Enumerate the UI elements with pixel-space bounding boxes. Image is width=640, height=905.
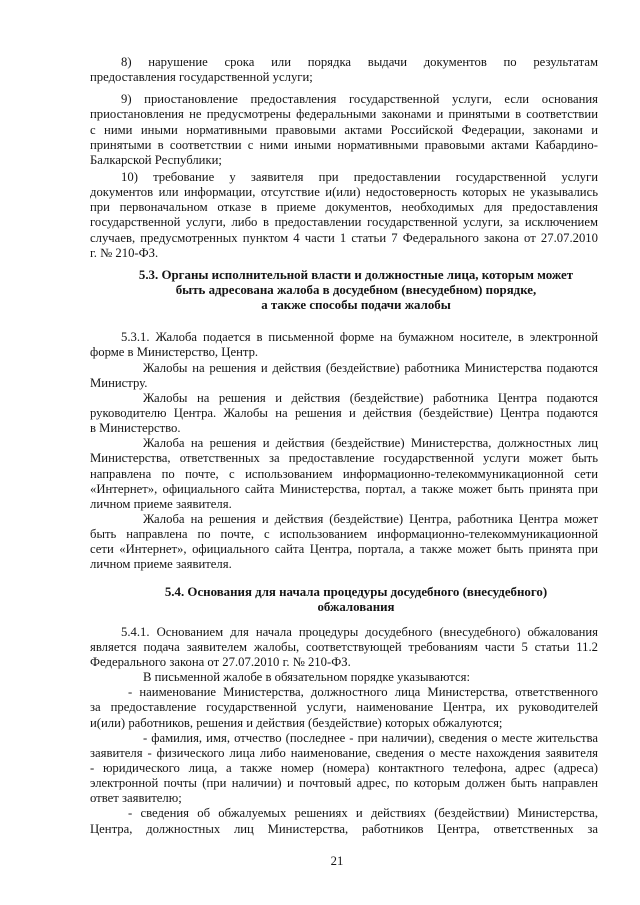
list-item-9 bbox=[90, 92, 598, 168]
text-line: форме в Министерство, Центр. bbox=[90, 345, 259, 360]
text-line: Министерства, ответственных за предоставление государственной услуги может быть bbox=[90, 451, 598, 466]
text-line: направлена по почте, с использованием информационно-телекоммуникационной сети bbox=[90, 466, 598, 481]
document-body bbox=[90, 55, 598, 837]
text-line: при первоначальном отказе в приеме документов, необходимых для предоставления bbox=[90, 200, 598, 215]
heading-line: 5.3. Органы исполнительной власти и должностные лица, которым может bbox=[138, 267, 574, 282]
text-line: быть направлена по почте, с использованием информационно-телекоммуникационной bbox=[90, 527, 598, 542]
paragraph bbox=[90, 731, 598, 807]
text-line: принятыми в соответствии с ними иными нормативными правовыми актами Кабардино- bbox=[90, 137, 598, 152]
text-line: 5.4.1. Основанием для начала процедуры досудебного (внесудебного) обжалования bbox=[121, 624, 598, 639]
paragraph bbox=[90, 512, 598, 573]
text-line: В письменной жалобе в обязательном порядке указываются: bbox=[143, 670, 470, 685]
text-line: Жалоба на решения и действия (бездействие) Центра, работника Центра может bbox=[143, 511, 598, 526]
text-line: в Министерство. bbox=[90, 421, 181, 436]
text-line: 10) требование у заявителя при предоставлении государственной услуги bbox=[121, 169, 598, 184]
text-line: является подача заявителем жалобы, соответствующей требованиям части 5 статьи 11.2 bbox=[90, 639, 598, 654]
list-item-8 bbox=[90, 55, 598, 85]
text-line: заявителя - физического лица либо наименование, сведения о месте нахождения заявителя bbox=[90, 745, 598, 760]
text-line: случаев, предусмотренных пунктом 4 части 1 статьи 7 Федерального закона от 27.07.2010 bbox=[90, 230, 598, 245]
paragraph bbox=[90, 685, 598, 730]
paragraph bbox=[90, 436, 598, 512]
text-line: личном приеме заявителя. bbox=[90, 557, 232, 572]
paragraph bbox=[90, 806, 598, 836]
paragraph bbox=[90, 625, 598, 670]
text-line: 8) нарушение срока или порядка выдачи документов по результатам bbox=[121, 55, 598, 69]
heading-line: 5.4. Основания для начала процедуры досудебного (внесудебного) bbox=[164, 584, 548, 599]
paragraph bbox=[90, 670, 598, 685]
text-line: - наименование Министерства, должностного лица Министерства, ответственного bbox=[128, 685, 598, 700]
text-line: Центра, должностных лиц Министерства, работников Центра, ответственных за bbox=[90, 821, 598, 836]
text-line: сети «Интернет», официального сайта Центра, портала, а также может быть принята при bbox=[90, 542, 598, 557]
heading-line: а также способы подачи жалобы bbox=[261, 298, 451, 313]
text-line: электронной почты (при наличии) и почтовый адрес, по которым должен быть направлен bbox=[90, 776, 598, 791]
section-heading bbox=[90, 268, 598, 313]
heading-line: обжалования bbox=[317, 599, 395, 614]
text-line: - юридического лица, а также номер (номера) контактного телефона, адрес (адреса) bbox=[90, 761, 598, 776]
text-line: Жалоба на решения и действия (бездействие) Министерства, должностных лиц bbox=[143, 436, 598, 451]
text-line: государственной услуги, либо в предоставлении государственной услуги, за исключением bbox=[90, 215, 598, 230]
text-line: «Интернет», официального сайта Министерства, портал, а также может быть принята при bbox=[90, 481, 598, 496]
text-line: Министру. bbox=[90, 375, 148, 390]
text-line: г. № 210-ФЗ. bbox=[90, 245, 159, 260]
text-line: и(или) работников, решения и действия (бездействие) которых обжалуются; bbox=[90, 715, 503, 730]
text-line: личном приеме заявителя. bbox=[90, 496, 232, 511]
text-line: за предоставление государственной услуги, наименование Центра, их руководителей bbox=[90, 700, 598, 715]
text-line: 9) приостановление предоставления государственной услуги, если основания bbox=[121, 92, 598, 107]
text-line: Федерального закона от 27.07.2010 г. № 210-ФЗ. bbox=[90, 655, 351, 670]
paragraph bbox=[90, 330, 598, 360]
list-item-10 bbox=[90, 170, 598, 261]
text-line: документов или информации, отсутствие и(или) недостоверность которых не указывались bbox=[90, 185, 598, 200]
text-line: предоставления государственной услуги; bbox=[90, 70, 313, 85]
text-line: Балкарской Республики; bbox=[90, 152, 222, 167]
text-line: приостановления не предусмотрены федеральными законами и принятыми в соответствии bbox=[90, 107, 598, 122]
text-line: ответ заявителю; bbox=[90, 791, 182, 806]
paragraph bbox=[90, 361, 598, 391]
page-number: 21 bbox=[330, 854, 344, 868]
section-heading bbox=[90, 585, 598, 615]
text-line: руководителю Центра. Жалобы на решения и действия (бездействие) Центра подаются bbox=[90, 405, 598, 420]
text-line: Жалобы на решения и действия (бездействие) работника Центра подаются bbox=[143, 390, 598, 405]
section-5-4 bbox=[90, 585, 598, 837]
text-line: - фамилия, имя, отчество (последнее - при наличии), сведения о месте жительства bbox=[143, 730, 598, 745]
text-line: с ними иными нормативными правовыми актами Российской Федерации, законами и bbox=[90, 122, 598, 137]
heading-line: быть адресована жалоба в досудебном (внесудебном) порядке, bbox=[175, 282, 537, 297]
text-line: - сведения об обжалуемых решениях и действиях (бездействии) Министерства, bbox=[128, 806, 598, 821]
text-line: Жалобы на решения и действия (бездействие) работника Министерства подаются bbox=[143, 360, 598, 375]
text-line: 5.3.1. Жалоба подается в письменной форме на бумажном носителе, в электронной bbox=[121, 330, 598, 345]
paragraph bbox=[90, 391, 598, 436]
section-5-3 bbox=[90, 268, 598, 573]
